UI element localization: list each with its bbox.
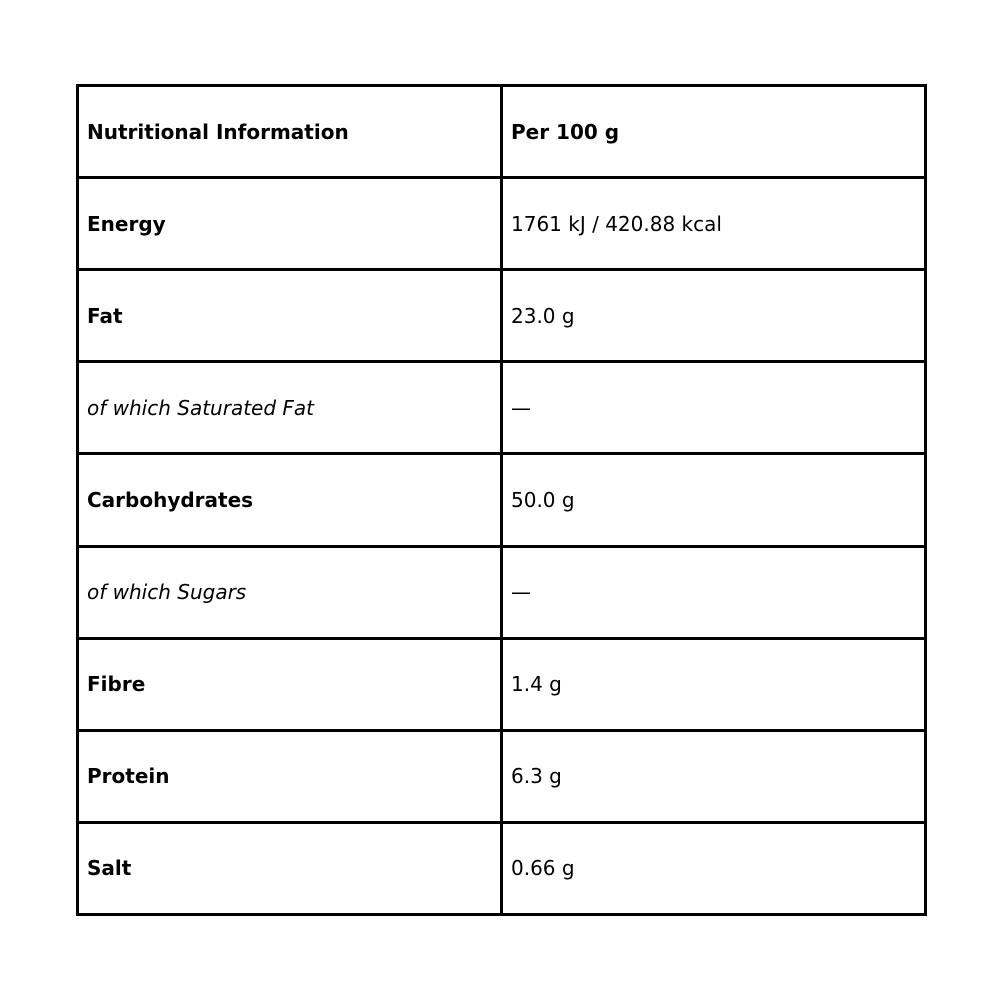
row-value: 6.3 g (502, 730, 926, 822)
row-label: Salt (78, 822, 502, 914)
row-value: 50.0 g (502, 454, 926, 546)
row-label: of which Saturated Fat (78, 362, 502, 454)
row-value: 1761 kJ / 420.88 kcal (502, 178, 926, 270)
row-value: 1.4 g (502, 638, 926, 730)
header-label-cell: Nutritional Information (78, 86, 502, 178)
row-label: Carbohydrates (78, 454, 502, 546)
header-value-cell: Per 100 g (502, 86, 926, 178)
row-value: — (502, 362, 926, 454)
row-label: Energy (78, 178, 502, 270)
table-header-row (78, 86, 926, 178)
row-label: Fat (78, 270, 502, 362)
table-row-energy (78, 178, 926, 270)
row-label: Fibre (78, 638, 502, 730)
table-row-saturated-fat (78, 362, 926, 454)
table-row-sugars (78, 546, 926, 638)
row-value: 23.0 g (502, 270, 926, 362)
table-row-fat (78, 270, 926, 362)
table-row-salt (78, 822, 926, 914)
row-label: of which Sugars (78, 546, 502, 638)
table-row-carbohydrates (78, 454, 926, 546)
row-value: — (502, 546, 926, 638)
nutrition-table (76, 84, 927, 916)
table-row-protein (78, 730, 926, 822)
row-label: Protein (78, 730, 502, 822)
row-value: 0.66 g (502, 822, 926, 914)
table-row-fibre (78, 638, 926, 730)
